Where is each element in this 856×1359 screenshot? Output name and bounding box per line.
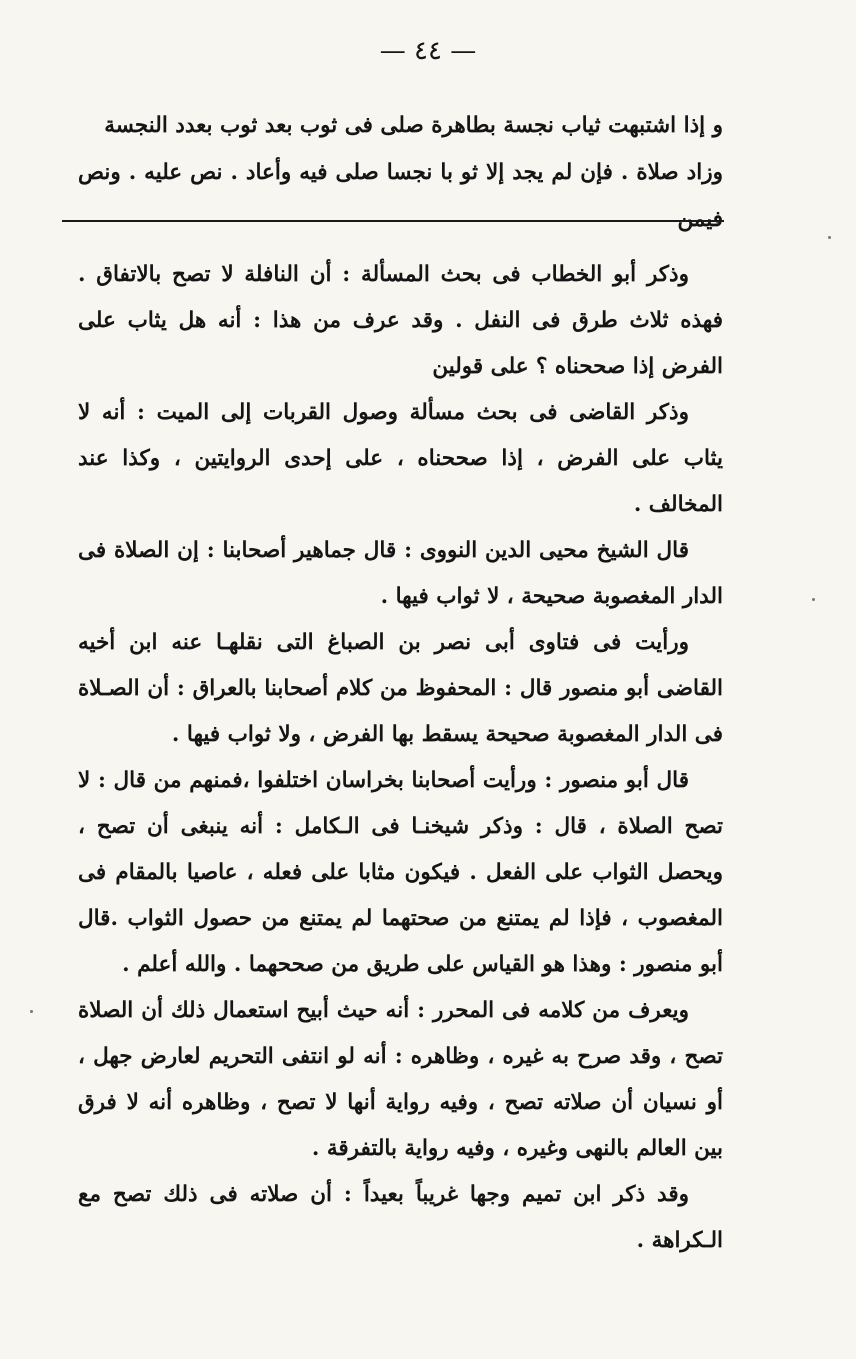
footnote-paragraph: ورأيت فى فتاوى أبى نصر بن الصباغ التى نقلهـا عنه ابن أخيه القاضى أبو منصور قال : المحفوظ من كلام أصحابنا بالعراق : أن الصـلاة فى الدار المغصوبة صحيحة يسقط بها الفرض ، ولا ثواب فيها . [78, 630, 723, 747]
scan-speck [812, 598, 815, 601]
footnote-paragraph: قال الشيخ محيى الدين النووى : قال جماهير أصحابنا : إن الصلاة فى الدار المغصوبة صحيحة ، لا ثواب فيها . [78, 538, 723, 609]
footnote-paragraph: وقد ذكر ابن تميم وجها غريباً بعيداً : أن صلاته فى ذلك تصح مع الـكراهة . [78, 1182, 723, 1253]
page-number: — ٤٤ — [379, 36, 477, 66]
main-text-line: و إذا اشتبهت ثياب نجسة بطاهرة صلى فى ثوب بعد ثوب بعدد النجسة [104, 113, 723, 138]
footnotes [78, 252, 723, 1264]
scan-speck [30, 1010, 33, 1013]
footnote-paragraph: وذكر القاضى فى بحث مسألة وصول القربات إلى الميت : أنه لا يثاب على الفرض ، إذا صححناه ، على إحدى الروايتين ، وكذا عند المخالف . [78, 400, 723, 517]
footnote-paragraph: وذكر أبو الخطاب فى بحث المسألة : أن النافلة لا تصح بالاتفاق . فهذه ثلاث طرق فى النفل . وقد عرف من هذا : أنه هل يثاب على الفرض إذا صححناه ؟ على قولين [78, 262, 723, 379]
footnote-paragraph: ويعرف من كلامه فى المحرر : أنه حيث أبيح استعمال ذلك أن الصلاة تصح ، وقد صرح به غيره ، وظاهره : أنه لو انتفى التحريم لعارض جهل ، أو نسيان أن صلاته تصح ، وفيه رواية أنها لا تصح ، وظاهره أنه لا فرق بين العالم بالنهى وغيره ، وفيه رواية بالتفرقة . [78, 998, 723, 1161]
footnote-divider [62, 220, 724, 222]
scan-speck [828, 236, 831, 239]
footnote-paragraph: قال أبو منصور : ورأيت أصحابنا بخراسان اختلفوا ،فمنهم من قال : لا تصح الصلاة ، قال : وذكر شيخنـا فى الـكامل : أنه ينبغى أن تصح ، ويحصل الثواب على الفعل . فيكون مثابا على فعله ، عاصيا بالمقام فى المغصوب ، فإذا لم يمتنع من صحتهما لم يمتنع من حصول الثواب .قال أبو منصور : وهذا هو القياس على طريق من صححهما . والله أعلم . [78, 768, 723, 977]
main-text-line: وزاد صلاة . فإن لم يجد إلا ثو با نجسا صلى فيه وأعاد . نص عليه . ونص فيمن [78, 160, 723, 232]
